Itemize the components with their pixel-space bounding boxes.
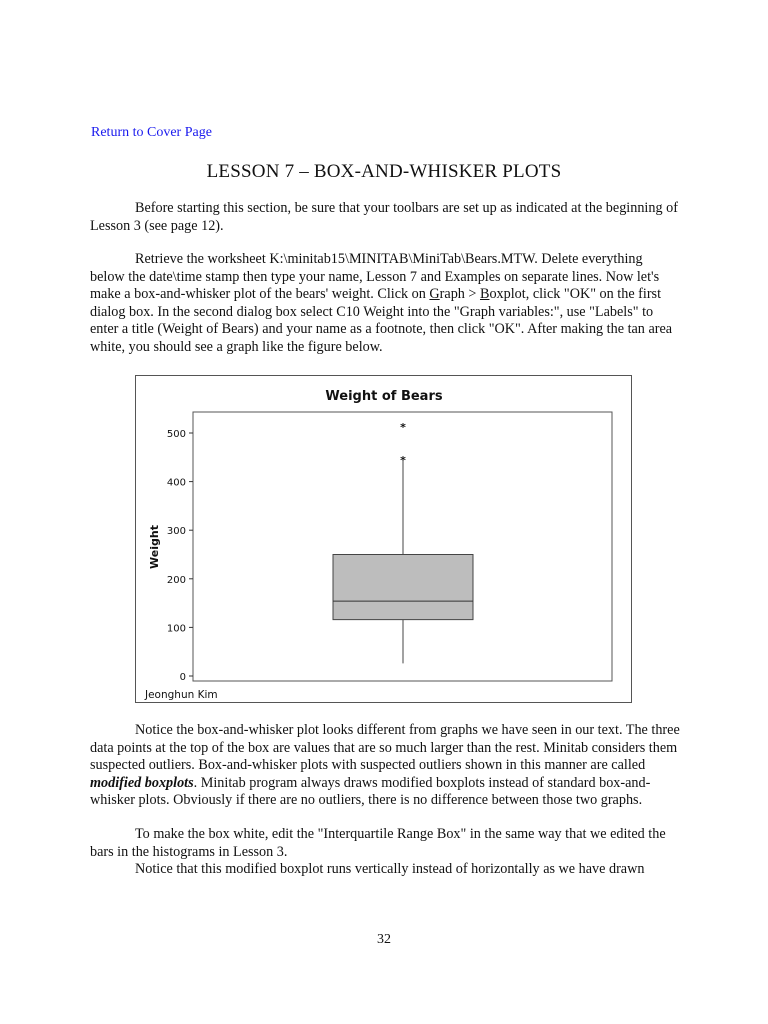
- y-tick-label-100: 100: [166, 623, 186, 635]
- instructions-text-1: Retrieve the worksheet K:\minitab15\MINITAB\MiniTab\Bears.MTW. Delete everything below the date\time stamp then type your name, Lesson 7 and Examples on separate lines. Now let's make a box-and-whisker plot of the bears' weight. Click on: [90, 251, 660, 302]
- graph-menu-rest: raph >: [439, 286, 480, 302]
- white-box-text: To make the box white, edit the "Interquartile Range Box" in the same way that we edited the bars in the histograms in Lesson 3.: [90, 826, 666, 860]
- graph-menu-accel: G: [429, 286, 440, 302]
- boxplot-menu-rest: oxplot,: [489, 286, 530, 302]
- y-tick-label-0: 0: [179, 672, 186, 683]
- interquartile-range-box: [333, 555, 473, 620]
- chart-title: Weight of Bears: [325, 389, 443, 404]
- y-tick-label-300: 300: [166, 526, 186, 538]
- page-number: 32: [377, 932, 391, 947]
- vertical-text: Notice that this modified boxplot runs vertically instead of horizontally as we have drawn: [135, 861, 645, 877]
- notice-text-2: . Minitab program always draws modified boxplots instead of standard box-and-whisker plots. Obviously if there are no outliers, there is no difference between those two graphs.: [90, 774, 651, 808]
- y-tick-label-400: 400: [166, 477, 186, 489]
- outlier-point-2: *: [400, 454, 406, 468]
- instructions-paragraph: [90, 251, 680, 356]
- boxplot-menu-accel: B: [479, 286, 490, 302]
- vertical-paragraph: [90, 861, 680, 879]
- y-tick-label-200: 200: [166, 574, 186, 586]
- modified-boxplots-term: modified boxplots: [90, 774, 194, 791]
- outlier-point-1: *: [400, 421, 406, 435]
- notice-text-1: Notice the box-and-whisker plot looks different from graphs we have seen in our text. The three data points at the top of the box are values that are so much larger than the rest. Minitab considers them suspected outliers. Box-and-whisker plots with suspected outliers shown in this manner are called: [90, 722, 680, 773]
- intro-text: Before starting this section, be sure that your toolbars are set up as indicated at the beginning of Lesson 3 (see page 12).: [90, 200, 678, 234]
- chart-footnote: Jeonghun Kim: [145, 689, 218, 701]
- boxplot-chart: [136, 376, 633, 704]
- lesson-title: LESSON 7 – BOX-AND-WHISKER PLOTS: [206, 161, 562, 182]
- white-box-paragraph: [90, 826, 680, 861]
- y-axis-label: Weight: [148, 525, 161, 569]
- intro-paragraph: [90, 200, 680, 235]
- return-to-cover-link[interactable]: Return to Cover Page: [91, 125, 212, 140]
- boxplot-figure: [135, 375, 632, 703]
- y-tick-label-500: 500: [166, 429, 186, 440]
- instructions-text-2: click "OK" on the first dialog box. In the second dialog box select C10 Weight into the "Graph variables:", use "Labels" to enter a title (Weight of Bears) and your name as a footnote, then click "OK". After making the tan area white, you should see a graph like the figure below.: [90, 286, 673, 355]
- notice-paragraph: [90, 722, 680, 810]
